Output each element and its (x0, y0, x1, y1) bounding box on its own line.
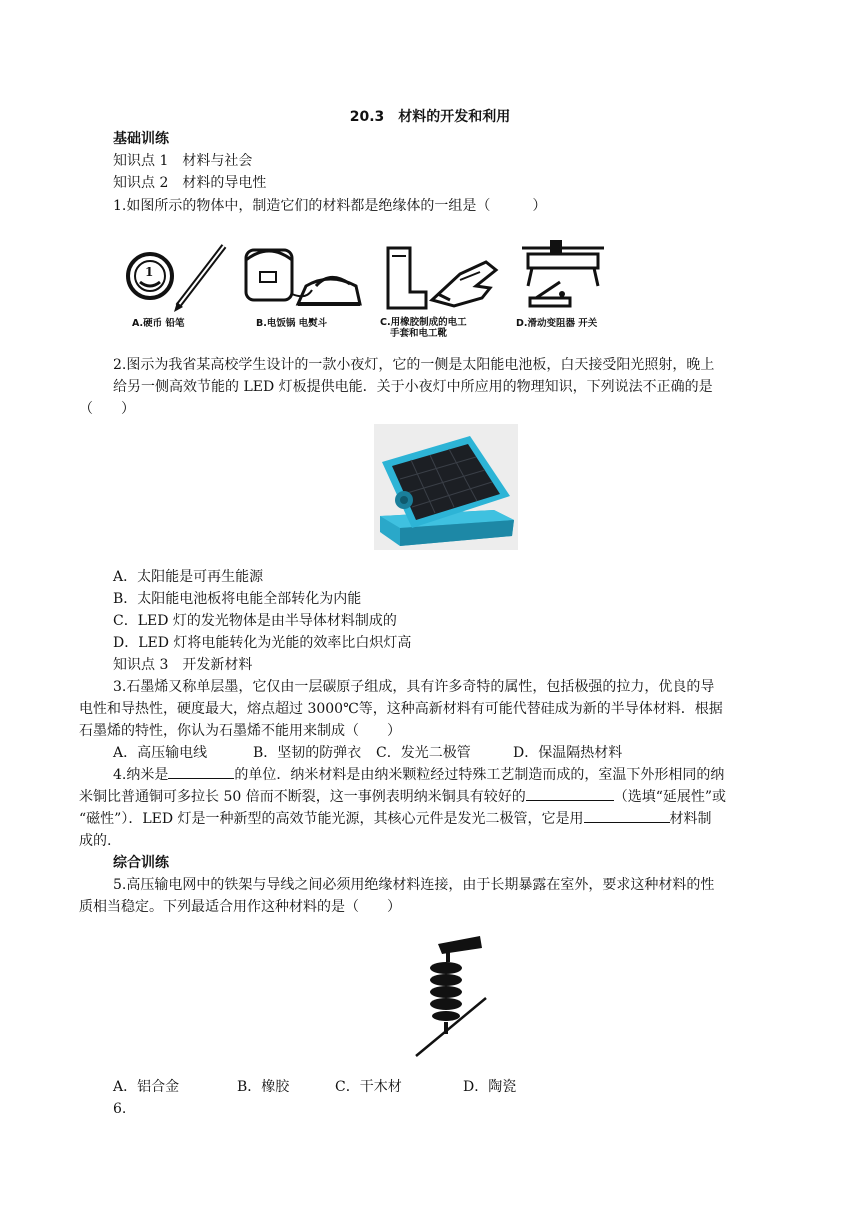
q5-option-a: A．铝合金 (113, 1079, 180, 1095)
q1-caption-c2: 手套和电工靴 (390, 328, 448, 338)
q5-stem-line2: 质相当稳定。下列最适合用作这种材料的是（ ） (79, 899, 401, 915)
q4-line1 (113, 764, 724, 786)
q5-options (113, 1076, 516, 1098)
q3-options (113, 742, 622, 764)
q5-stem-line1: 5.高压输电网中的铁架与导线之间必须用绝缘材料连接，由于长期暴露在室外，要求这种材料的性 (113, 877, 715, 893)
page-title: 20.3 材料的开发和利用 (349, 109, 511, 125)
switch-icon (530, 282, 570, 306)
q3-option-d: D．保温隔热材料 (513, 745, 623, 761)
q4-line3 (79, 808, 712, 830)
q4-line2 (79, 786, 726, 808)
q5-option-c: C．干木材 (335, 1079, 402, 1095)
svg-text:1: 1 (145, 265, 154, 279)
q4-blank-1[interactable] (168, 764, 234, 779)
q4-text-1a: 4.纳米是 (113, 767, 169, 783)
knowledge-point-1: 知识点 1 材料与社会 (113, 153, 253, 169)
q2-option-b: B．太阳能电池板将电能全部转化为内能 (113, 591, 362, 607)
q1-caption-d: D.滑动变阻器 开关 (516, 318, 598, 329)
q4-blank-2[interactable] (526, 786, 614, 801)
pencil-icon (174, 246, 224, 312)
night-light-icon (374, 424, 518, 550)
q5-insulator-figure (408, 928, 494, 1060)
knowledge-point-2: 知识点 2 材料的导电性 (113, 175, 267, 191)
rheostat-icon (522, 240, 604, 286)
q4-text-3a: “磁性”）．LED 灯是一种新型的高效节能光源，其核心元件是发光二极管，它是用 (79, 811, 584, 827)
q3-option-c: C．发光二极管 (376, 745, 471, 761)
q5-option-d: D．陶瓷 (463, 1079, 517, 1095)
q2-option-a: A．太阳能是可再生能源 (113, 569, 264, 585)
q3-stem-line2: 电性和导热性，硬度最大，熔点超过 3000℃等，这种高新材料有可能代替硅成为新的半导体材料．根据 (79, 701, 723, 717)
q1-caption-b: B.电饭锅 电熨斗 (256, 318, 328, 329)
knowledge-point-3: 知识点 3 开发新材料 (113, 657, 253, 673)
q3-option-a: A．高压输电线 (113, 745, 208, 761)
q1-figure-drawing (120, 228, 620, 338)
q2-stem-line3: （ ） (79, 401, 135, 417)
q1-caption-c1: C.用橡胶制成的电工 (380, 317, 467, 328)
q1-caption-a: A.硬币 铅笔 (132, 318, 185, 329)
glove-icon (432, 262, 496, 306)
q2-option-c: C．LED 灯的发光物体是由半导体材料制成的 (113, 613, 397, 629)
q4-text-2b: （选填“延展性”或 (613, 789, 727, 805)
q5-option-b: B．橡胶 (237, 1079, 290, 1095)
q4-text-2a: 米铜比普通铜可多拉长 50 倍而不断裂，这一事例表明纳米铜具有较好的 (79, 789, 526, 805)
iron-icon (298, 277, 360, 304)
q4-text-3b: 材料制 (669, 811, 712, 827)
insulator-icon (408, 928, 494, 1060)
coin-icon (128, 254, 172, 298)
q3-stem-line1: 3.石墨烯又称单层墨，它仅由一层碳原子组成，具有许多奇特的属性，包括极强的拉力，优良的导 (113, 679, 715, 695)
q3-option-b: B．坚韧的防弹衣 (253, 745, 362, 761)
q2-stem-line2: 给另一侧高效节能的 LED 灯板提供电能．关于小夜灯中所应用的物理知识，下列说法不正确的是 (113, 379, 713, 395)
q1-stem: 1.如图所示的物体中，制造它们的材料都是绝缘体的一组是（ ） (113, 198, 547, 214)
q1-figure (120, 228, 620, 338)
section-basic-heading: 基础训练 (113, 131, 169, 147)
q2-option-d: D．LED 灯将电能转化为光能的效率比白炽灯高 (113, 635, 412, 651)
boot-icon (388, 248, 426, 308)
section-comprehensive-heading: 综合训练 (113, 855, 169, 871)
q2-night-light-photo (374, 424, 518, 550)
q4-line4: 成的. (79, 833, 112, 849)
q4-blank-3[interactable] (584, 808, 670, 823)
q6-number: 6. (113, 1101, 127, 1117)
q3-stem-line3: 石墨烯的特性，你认为石墨烯不能用来制成（ ） (79, 723, 401, 739)
q2-stem-line1: 2.图示为我省某高校学生设计的一款小夜灯，它的一侧是太阳能电池板，白天接受阳光照射，晚上 (113, 357, 715, 373)
q4-text-1b: 的单位．纳米材料是由纳米颗粒经过特殊工艺制造而成的，室温下外形相同的纳 (234, 767, 725, 783)
